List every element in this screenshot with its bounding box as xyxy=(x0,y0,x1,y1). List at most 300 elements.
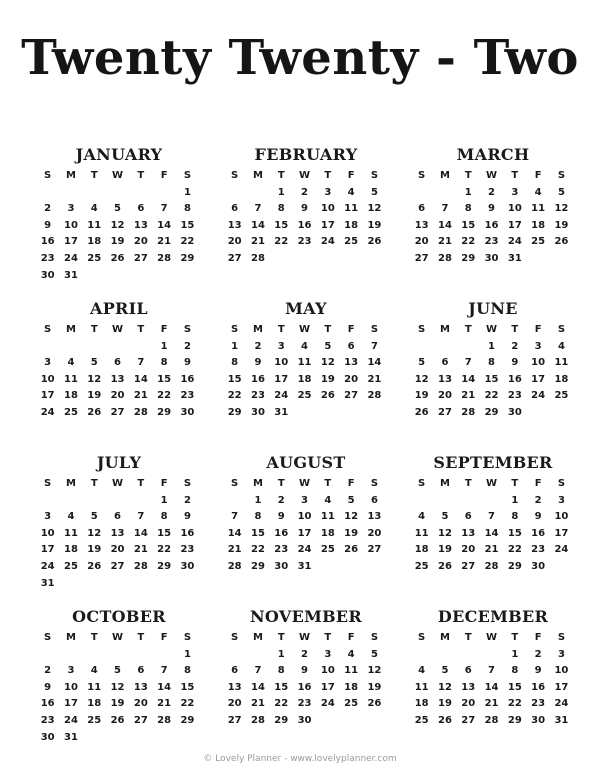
empty-cell xyxy=(457,493,480,510)
day-cell: 7 xyxy=(488,511,496,523)
weekday-label: S xyxy=(231,324,239,335)
empty-cell xyxy=(526,405,549,422)
day-cell: 21 xyxy=(367,373,382,385)
month-name: FEBRUARY xyxy=(254,145,358,164)
day-cell: 7 xyxy=(441,203,449,215)
empty-cell xyxy=(106,493,129,510)
day-cell: 8 xyxy=(277,203,285,215)
week-row xyxy=(410,251,576,268)
day-cell: 25 xyxy=(63,406,78,418)
empty-cell xyxy=(339,713,362,730)
empty-cell xyxy=(270,251,293,268)
day-cell: 15 xyxy=(507,527,522,539)
day-cell: 8 xyxy=(183,203,191,215)
day-cell: 10 xyxy=(297,511,312,523)
empty-cell xyxy=(106,268,129,285)
weekday-label: T xyxy=(324,324,332,335)
empty-cell xyxy=(83,339,106,356)
week-row xyxy=(410,218,576,235)
weekday-label: W xyxy=(299,632,311,643)
day-cell: 18 xyxy=(344,681,359,693)
day-cell: 12 xyxy=(367,203,382,215)
day-cell: 12 xyxy=(437,527,452,539)
weekday-label: S xyxy=(370,478,379,489)
day-cell: 6 xyxy=(441,357,449,369)
day-cell: 8 xyxy=(183,665,191,677)
weekday-label: F xyxy=(534,170,542,181)
day-cell: 13 xyxy=(414,219,429,231)
day-cell: 7 xyxy=(137,357,145,369)
day-cell: 14 xyxy=(437,219,452,231)
day-cell: 26 xyxy=(367,236,382,248)
weekday-label: M xyxy=(439,632,450,643)
week-row xyxy=(223,493,389,510)
day-cell: 10 xyxy=(63,219,78,231)
day-cell: 17 xyxy=(40,390,55,402)
day-cell: 6 xyxy=(347,340,355,352)
day-cell: 10 xyxy=(320,203,335,215)
day-cell: 14 xyxy=(461,373,476,385)
day-cell: 6 xyxy=(114,511,122,523)
weekday-label: F xyxy=(160,632,168,643)
day-cell: 28 xyxy=(484,714,499,726)
day-cell: 17 xyxy=(320,219,335,231)
day-cell: 21 xyxy=(250,698,265,710)
day-cell: 8 xyxy=(254,511,262,523)
weekday-label: T xyxy=(464,632,472,643)
empty-cell xyxy=(176,576,199,593)
day-cell: 2 xyxy=(44,665,52,677)
day-cell: 23 xyxy=(180,390,195,402)
empty-cell xyxy=(339,251,362,268)
day-cell: 6 xyxy=(370,494,378,506)
day-cell: 15 xyxy=(157,527,172,539)
day-cell: 27 xyxy=(227,714,242,726)
day-cell: 11 xyxy=(87,681,102,693)
day-cell: 10 xyxy=(554,511,569,523)
day-cell: 17 xyxy=(63,698,78,710)
weekday-label: M xyxy=(65,632,76,643)
day-cell: 6 xyxy=(464,511,472,523)
day-cell: 7 xyxy=(137,511,145,523)
month-october xyxy=(36,604,202,745)
week-row xyxy=(223,388,389,405)
day-cell: 27 xyxy=(133,252,148,264)
day-cell: 11 xyxy=(344,203,359,215)
day-cell: 24 xyxy=(531,390,546,402)
weekday-header xyxy=(410,322,576,339)
day-cell: 3 xyxy=(557,648,565,660)
day-cell: 12 xyxy=(110,681,125,693)
day-cell: 24 xyxy=(554,544,569,556)
week-row xyxy=(223,218,389,235)
day-cell: 5 xyxy=(418,357,426,369)
day-cell: 29 xyxy=(180,714,195,726)
week-row xyxy=(36,185,202,202)
day-cell: 29 xyxy=(507,560,522,572)
empty-cell xyxy=(176,268,199,285)
week-row xyxy=(223,372,389,389)
day-cell: 1 xyxy=(183,186,191,198)
weekday-label: W xyxy=(486,632,498,643)
day-cell: 14 xyxy=(227,527,242,539)
month-july xyxy=(36,450,202,591)
weekday-header xyxy=(36,630,202,647)
day-cell: 29 xyxy=(507,714,522,726)
weekday-header xyxy=(223,476,389,493)
empty-cell xyxy=(59,339,82,356)
empty-cell xyxy=(59,576,82,593)
day-cell: 28 xyxy=(250,252,265,264)
day-cell: 8 xyxy=(160,357,168,369)
day-cell: 27 xyxy=(110,560,125,572)
day-cell: 12 xyxy=(414,373,429,385)
weekday-label: F xyxy=(160,170,168,181)
empty-cell xyxy=(59,493,82,510)
day-cell: 25 xyxy=(87,252,102,264)
day-cell: 18 xyxy=(87,236,102,248)
day-cell: 28 xyxy=(461,406,476,418)
empty-cell xyxy=(246,647,269,664)
weekday-label: T xyxy=(90,632,98,643)
day-cell: 22 xyxy=(227,390,242,402)
day-cell: 12 xyxy=(87,527,102,539)
empty-cell xyxy=(129,576,152,593)
week-row xyxy=(223,713,389,730)
day-cell: 16 xyxy=(180,527,195,539)
empty-cell xyxy=(316,559,339,576)
weekday-label: S xyxy=(183,478,192,489)
weekday-label: T xyxy=(511,632,519,643)
weekday-header xyxy=(223,168,389,185)
day-cell: 13 xyxy=(344,357,359,369)
day-cell: 26 xyxy=(87,560,102,572)
day-cell: 8 xyxy=(160,511,168,523)
day-cell: 9 xyxy=(277,511,285,523)
weekday-label: T xyxy=(324,170,332,181)
day-cell: 30 xyxy=(180,406,195,418)
day-cell: 9 xyxy=(488,203,496,215)
weekday-label: S xyxy=(183,324,192,335)
weekday-label: S xyxy=(183,632,192,643)
month-january xyxy=(36,142,202,283)
empty-cell xyxy=(363,559,386,576)
day-cell: 14 xyxy=(367,357,382,369)
week-row xyxy=(223,251,389,268)
empty-cell xyxy=(106,730,129,747)
week-row xyxy=(223,201,389,218)
day-cell: 27 xyxy=(227,252,242,264)
day-cell: 2 xyxy=(254,340,262,352)
weekday-label: T xyxy=(277,632,285,643)
day-cell: 31 xyxy=(507,252,522,264)
day-cell: 3 xyxy=(44,511,52,523)
day-cell: 1 xyxy=(277,648,285,660)
day-cell: 4 xyxy=(90,203,98,215)
week-row xyxy=(223,355,389,372)
empty-cell xyxy=(316,405,339,422)
day-cell: 16 xyxy=(180,373,195,385)
day-cell: 4 xyxy=(67,357,75,369)
day-cell: 20 xyxy=(110,390,125,402)
weekday-label: T xyxy=(137,324,145,335)
month-august xyxy=(223,450,389,591)
day-cell: 18 xyxy=(320,527,335,539)
day-cell: 20 xyxy=(227,236,242,248)
day-cell: 6 xyxy=(231,665,239,677)
empty-cell xyxy=(363,713,386,730)
week-row xyxy=(410,405,576,422)
day-cell: 17 xyxy=(554,527,569,539)
weekday-label: T xyxy=(511,478,519,489)
day-cell: 18 xyxy=(63,544,78,556)
day-cell: 26 xyxy=(554,236,569,248)
weekday-label: T xyxy=(137,170,145,181)
day-cell: 12 xyxy=(110,219,125,231)
day-cell: 15 xyxy=(274,681,289,693)
day-cell: 21 xyxy=(227,544,242,556)
day-cell: 27 xyxy=(437,406,452,418)
week-row xyxy=(36,234,202,251)
day-cell: 30 xyxy=(274,560,289,572)
day-cell: 20 xyxy=(414,236,429,248)
empty-cell xyxy=(83,493,106,510)
day-cell: 7 xyxy=(254,665,262,677)
weekday-label: T xyxy=(511,170,519,181)
day-cell: 11 xyxy=(63,373,78,385)
empty-cell xyxy=(410,493,433,510)
week-row xyxy=(36,680,202,697)
day-cell: 3 xyxy=(534,340,542,352)
day-cell: 29 xyxy=(461,252,476,264)
day-cell: 25 xyxy=(414,560,429,572)
weekday-label: F xyxy=(347,478,355,489)
week-row xyxy=(410,234,576,251)
month-february xyxy=(223,142,389,283)
day-cell: 24 xyxy=(63,252,78,264)
day-cell: 17 xyxy=(63,236,78,248)
day-cell: 13 xyxy=(437,373,452,385)
weekday-label: T xyxy=(511,324,519,335)
day-cell: 12 xyxy=(367,665,382,677)
weekday-header xyxy=(410,168,576,185)
day-cell: 17 xyxy=(531,373,546,385)
weekday-label: F xyxy=(160,478,168,489)
week-row xyxy=(36,268,202,285)
weekday-label: M xyxy=(252,632,263,643)
day-cell: 18 xyxy=(554,373,569,385)
empty-cell xyxy=(36,339,59,356)
empty-cell xyxy=(83,185,106,202)
day-cell: 10 xyxy=(63,681,78,693)
day-cell: 21 xyxy=(484,544,499,556)
empty-cell xyxy=(457,647,480,664)
month-name: APRIL xyxy=(90,299,148,318)
empty-cell xyxy=(526,251,549,268)
day-cell: 2 xyxy=(511,340,519,352)
day-cell: 10 xyxy=(40,373,55,385)
day-cell: 13 xyxy=(461,527,476,539)
weekday-label: M xyxy=(65,324,76,335)
day-cell: 20 xyxy=(437,390,452,402)
weekday-label: W xyxy=(486,478,498,489)
day-cell: 5 xyxy=(441,511,449,523)
day-cell: 14 xyxy=(157,681,172,693)
day-cell: 21 xyxy=(484,698,499,710)
weekday-label: M xyxy=(252,324,263,335)
weekday-label: T xyxy=(90,170,98,181)
day-cell: 19 xyxy=(367,219,382,231)
weekday-label: S xyxy=(418,632,426,643)
day-cell: 2 xyxy=(488,186,496,198)
empty-cell xyxy=(410,647,433,664)
empty-cell xyxy=(152,730,175,747)
week-row xyxy=(223,405,389,422)
weekday-header xyxy=(223,630,389,647)
month-june xyxy=(410,296,576,437)
day-cell: 16 xyxy=(40,236,55,248)
weekday-label: S xyxy=(418,478,426,489)
day-cell: 15 xyxy=(461,219,476,231)
weekday-label: T xyxy=(464,478,472,489)
month-name: OCTOBER xyxy=(72,607,166,626)
day-cell: 31 xyxy=(63,269,78,281)
day-cell: 21 xyxy=(437,236,452,248)
day-cell: 12 xyxy=(87,373,102,385)
day-cell: 1 xyxy=(464,186,472,198)
day-cell: 1 xyxy=(160,494,168,506)
day-cell: 20 xyxy=(461,544,476,556)
day-cell: 16 xyxy=(484,219,499,231)
day-cell: 18 xyxy=(414,698,429,710)
empty-cell xyxy=(246,185,269,202)
empty-cell xyxy=(152,268,175,285)
empty-cell xyxy=(129,493,152,510)
day-cell: 17 xyxy=(554,681,569,693)
day-cell: 15 xyxy=(274,219,289,231)
week-row xyxy=(36,647,202,664)
week-row xyxy=(223,559,389,576)
empty-cell xyxy=(59,185,82,202)
weekday-label: T xyxy=(464,170,472,181)
day-cell: 23 xyxy=(507,390,522,402)
empty-cell xyxy=(316,251,339,268)
day-cell: 30 xyxy=(507,406,522,418)
day-cell: 6 xyxy=(114,357,122,369)
day-cell: 30 xyxy=(40,731,55,743)
month-name: SEPTEMBER xyxy=(433,453,553,472)
day-cell: 9 xyxy=(183,357,191,369)
day-cell: 22 xyxy=(250,544,265,556)
empty-cell xyxy=(152,576,175,593)
day-cell: 8 xyxy=(488,357,496,369)
day-cell: 9 xyxy=(44,219,52,231)
day-cell: 22 xyxy=(274,698,289,710)
day-cell: 6 xyxy=(231,203,239,215)
weekday-label: F xyxy=(347,170,355,181)
weekday-label: S xyxy=(44,632,52,643)
day-cell: 13 xyxy=(227,681,242,693)
weekday-label: S xyxy=(370,632,379,643)
day-cell: 21 xyxy=(133,390,148,402)
weekday-label: M xyxy=(439,170,450,181)
day-cell: 3 xyxy=(44,357,52,369)
day-cell: 25 xyxy=(297,390,312,402)
day-cell: 23 xyxy=(250,390,265,402)
day-cell: 22 xyxy=(507,698,522,710)
day-cell: 26 xyxy=(110,714,125,726)
weekday-label: W xyxy=(112,632,124,643)
day-cell: 7 xyxy=(464,357,472,369)
week-row xyxy=(36,730,202,747)
day-cell: 12 xyxy=(344,511,359,523)
day-cell: 15 xyxy=(250,527,265,539)
day-cell: 3 xyxy=(557,494,565,506)
day-cell: 16 xyxy=(40,698,55,710)
week-row xyxy=(36,388,202,405)
day-cell: 20 xyxy=(133,698,148,710)
day-cell: 10 xyxy=(531,357,546,369)
week-row xyxy=(410,713,576,730)
day-cell: 19 xyxy=(437,544,452,556)
day-cell: 4 xyxy=(301,340,309,352)
weekday-label: W xyxy=(486,170,498,181)
day-cell: 2 xyxy=(301,186,309,198)
day-cell: 28 xyxy=(250,714,265,726)
day-cell: 3 xyxy=(511,186,519,198)
day-cell: 31 xyxy=(63,731,78,743)
day-cell: 5 xyxy=(347,494,355,506)
day-cell: 1 xyxy=(231,340,239,352)
weekday-label: F xyxy=(347,632,355,643)
weekday-label: F xyxy=(347,324,355,335)
day-cell: 18 xyxy=(531,219,546,231)
day-cell: 22 xyxy=(461,236,476,248)
day-cell: 8 xyxy=(231,357,239,369)
day-cell: 28 xyxy=(484,560,499,572)
day-cell: 6 xyxy=(418,203,426,215)
day-cell: 9 xyxy=(534,511,542,523)
empty-cell xyxy=(83,576,106,593)
day-cell: 25 xyxy=(320,544,335,556)
week-row xyxy=(36,663,202,680)
day-cell: 15 xyxy=(157,373,172,385)
day-cell: 21 xyxy=(461,390,476,402)
month-march xyxy=(410,142,576,283)
day-cell: 11 xyxy=(531,203,546,215)
day-cell: 27 xyxy=(461,560,476,572)
day-cell: 4 xyxy=(418,665,426,677)
empty-cell xyxy=(152,185,175,202)
day-cell: 29 xyxy=(180,252,195,264)
day-cell: 23 xyxy=(40,714,55,726)
empty-cell xyxy=(36,185,59,202)
day-cell: 25 xyxy=(344,236,359,248)
day-cell: 18 xyxy=(87,698,102,710)
week-row xyxy=(410,663,576,680)
day-cell: 15 xyxy=(484,373,499,385)
day-cell: 14 xyxy=(484,527,499,539)
weekday-label: M xyxy=(65,170,76,181)
empty-cell xyxy=(176,730,199,747)
day-cell: 29 xyxy=(227,406,242,418)
week-row xyxy=(36,218,202,235)
day-cell: 1 xyxy=(488,340,496,352)
day-cell: 7 xyxy=(370,340,378,352)
week-row xyxy=(36,493,202,510)
day-cell: 31 xyxy=(297,560,312,572)
empty-cell xyxy=(293,405,316,422)
